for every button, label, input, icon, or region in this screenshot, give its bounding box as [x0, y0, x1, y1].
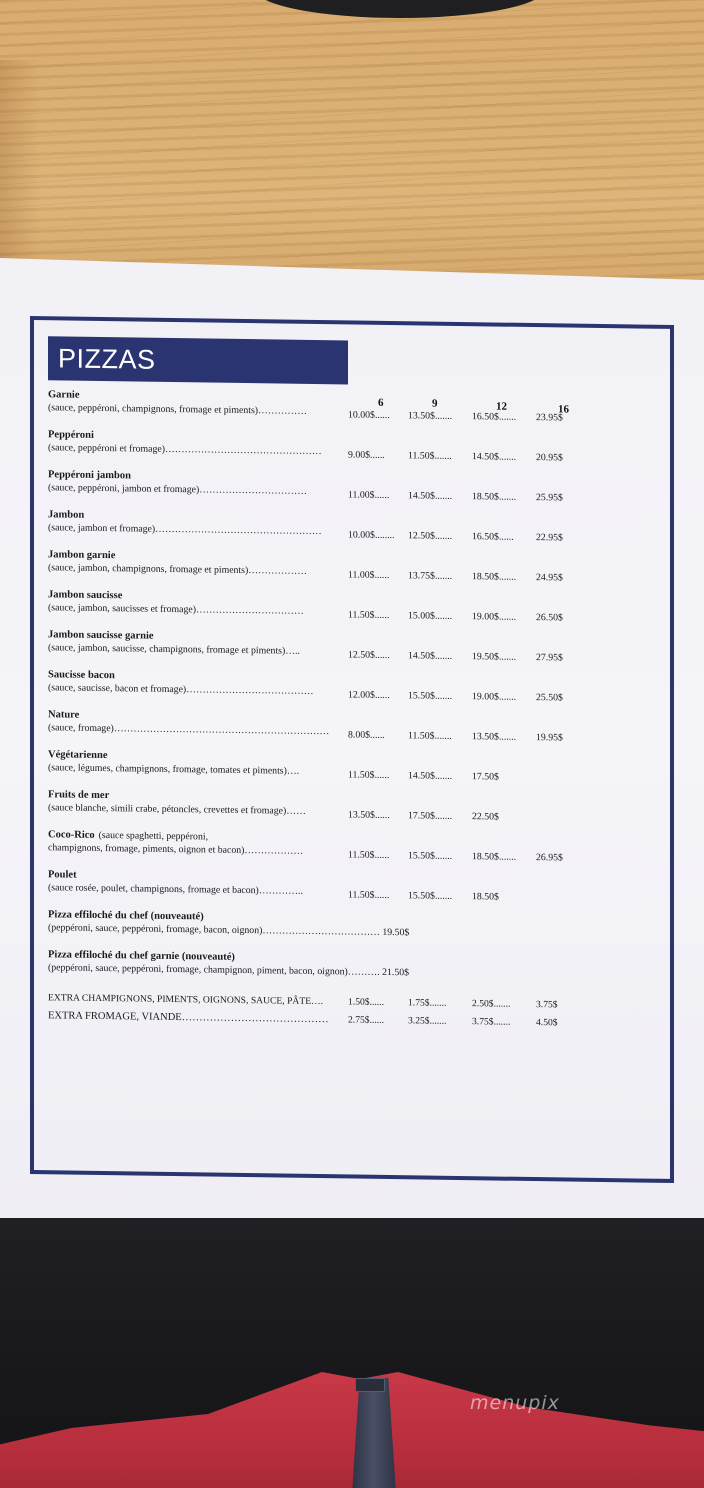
- extra-label: EXTRA CHAMPIGNONS, PIMENTS, OIGNONS, SAUCE, PÂTE….: [48, 992, 324, 1008]
- extra-price-size-16: 4.50$: [536, 1017, 558, 1029]
- item-price-size-12: 18.50$.......: [472, 851, 517, 863]
- item-price-size-6: 10.00$........: [348, 529, 395, 542]
- item-price-size-6: 11.50$......: [348, 849, 390, 862]
- item-description: (sauce, fromage)…………………………………………………………: [48, 722, 330, 738]
- item-description: (sauce rosée, poulet, champignons, fromage et bacon)…………..: [48, 882, 303, 897]
- item-price-size-6: 11.50$......: [348, 609, 390, 622]
- extras-list: [48, 992, 658, 1037]
- extra-price-size-12: 3.75$.......: [472, 1016, 511, 1028]
- item-name: Garnie: [48, 389, 80, 401]
- extra-price-size-6: 2.75$......: [348, 1014, 384, 1026]
- size-header-16: 16: [558, 403, 569, 416]
- item-price-size-6: 10.00$......: [348, 409, 390, 422]
- extra-price-size-9: 3.25$.......: [408, 1015, 447, 1027]
- item-price-size-6: 11.00$......: [348, 489, 390, 502]
- item-name: Poulet: [48, 869, 77, 881]
- item-price-size-12: 19.00$.......: [472, 691, 517, 703]
- item-price-size-12: 17.50$: [472, 771, 499, 783]
- item-name: Jambon saucisse garnie: [48, 629, 154, 642]
- item-description: (sauce blanche, simili crabe, pétoncles, crevettes et fromage)……: [48, 802, 306, 817]
- item-name: Peppéroni: [48, 429, 94, 441]
- item-price-size-9: 17.50$.......: [408, 810, 453, 822]
- item-description: (sauce, jambon, saucisse, champignons, fromage et piments)…..: [48, 642, 300, 657]
- item-name: Nature: [48, 709, 80, 721]
- item-name: Peppéroni jambon: [48, 469, 131, 482]
- item-price-size-12: 18.50$.......: [472, 571, 517, 583]
- item-price-size-9: 15.50$.......: [408, 850, 453, 862]
- item-description: (sauce, jambon, saucisses et fromage)……………………………: [48, 602, 304, 617]
- item-price-size-16: 23.95$: [536, 412, 563, 424]
- item-price-size-6: 8.00$......: [348, 729, 385, 741]
- item-price-size-9: 12.50$.......: [408, 530, 453, 542]
- item-description: (sauce, peppéroni et fromage)…………………………………………: [48, 442, 322, 458]
- item-description: (sauce, saucisse, bacon et fromage)…………………………………: [48, 682, 314, 697]
- item-price-size-12: 16.50$.......: [472, 411, 517, 423]
- item-description: (sauce, peppéroni, jambon et fromage)……………………………: [48, 482, 308, 497]
- item-name-extra: (sauce spaghetti, peppéroni,: [98, 829, 209, 843]
- item-price-size-9: 14.50$.......: [408, 650, 453, 662]
- item-name: Fruits de mer: [48, 789, 110, 802]
- menu-title: PIZZAS: [48, 336, 348, 384]
- item-name: Coco-Rico: [48, 829, 95, 841]
- item-price-size-16: 20.95$: [536, 452, 563, 464]
- item-price-size-16: 25.50$: [536, 692, 563, 704]
- table-shade: [0, 60, 40, 260]
- item-price-size-9: 13.50$.......: [408, 410, 453, 422]
- item-price-size-9: 11.50$.......: [408, 450, 452, 462]
- item-description: (sauce, légumes, champignons, fromage, tomates et piments)….: [48, 762, 300, 777]
- item-price-size-9: 15.50$.......: [408, 890, 453, 902]
- extra-label: EXTRA FROMAGE, VIANDE……………………………………: [48, 1010, 329, 1026]
- item-name: Végétarienne: [48, 749, 108, 762]
- item-price-size-6: 11.00$......: [348, 569, 390, 582]
- item-price-size-16: 26.95$: [536, 852, 563, 864]
- item-price-size-12: 22.50$: [472, 811, 499, 823]
- size-header-6: 6: [378, 396, 384, 409]
- size-header-9: 9: [432, 397, 438, 410]
- zipper-pull: [355, 1378, 385, 1392]
- item-price-size-12: 19.50$.......: [472, 651, 517, 663]
- extra-price-size-6: 1.50$......: [348, 996, 384, 1008]
- size-header-12: 12: [496, 400, 507, 413]
- item-price-size-9: 14.50$.......: [408, 770, 453, 782]
- item-price-size-6: 11.50$......: [348, 769, 390, 782]
- item-price-size-12: 16.50$......: [472, 531, 514, 543]
- menu-item: [48, 948, 658, 997]
- item-name: Saucisse bacon: [48, 669, 115, 682]
- extra-price-size-16: 3.75$: [536, 999, 558, 1011]
- extra-price-size-9: 1.75$.......: [408, 997, 447, 1009]
- extra-price-size-12: 2.50$.......: [472, 998, 511, 1010]
- item-name: Jambon garnie: [48, 549, 116, 562]
- item-name: Jambon saucisse: [48, 589, 123, 602]
- item-description: (peppéroni, sauce, peppéroni, fromage, bacon, oignon)……………………………… 19.50$: [48, 922, 410, 939]
- item-price-size-12: 18.50$.......: [472, 491, 517, 503]
- item-price-size-12: 14.50$.......: [472, 451, 517, 463]
- item-price-size-16: 25.95$: [536, 492, 563, 504]
- item-price-size-12: 18.50$: [472, 891, 499, 903]
- item-name: Jambon: [48, 509, 85, 521]
- item-price-size-6: 9.00$......: [348, 449, 385, 461]
- wooden-table: [0, 0, 704, 290]
- item-price-size-6: 12.50$......: [348, 649, 390, 662]
- item-price-size-9: 14.50$.......: [408, 490, 453, 502]
- item-name: Pizza effiloché du chef (nouveauté): [48, 909, 204, 923]
- pizza-list: [48, 388, 658, 997]
- item-price-size-16: 26.50$: [536, 612, 563, 624]
- item-description: (sauce, peppéroni, champignons, fromage et piments)……………: [48, 402, 308, 417]
- item-name: Pizza effiloché du chef garnie (nouveauté): [48, 949, 235, 963]
- item-price-size-16: 19.95$: [536, 732, 563, 744]
- item-price-size-12: 13.50$.......: [472, 731, 517, 743]
- item-description: (sauce, jambon, champignons, fromage et piments)………………: [48, 562, 308, 577]
- item-price-size-9: 15.50$.......: [408, 690, 453, 702]
- item-price-size-6: 13.50$......: [348, 809, 390, 822]
- item-price-size-9: 15.00$.......: [408, 610, 453, 622]
- item-price-size-16: 22.95$: [536, 532, 563, 544]
- watermark: menupix: [470, 1392, 560, 1414]
- item-description: (sauce, jambon et fromage)……………………………………………: [48, 522, 322, 538]
- item-description: champignons, fromage, piments, oignon et bacon)………………: [48, 842, 304, 857]
- menu-frame: [30, 316, 674, 1183]
- item-description: (peppéroni, sauce, peppéroni, fromage, champignon, piment, bacon, oignon)………. 21.50$: [48, 962, 410, 979]
- item-price-size-16: 24.95$: [536, 572, 563, 584]
- item-price-size-12: 19.00$.......: [472, 611, 517, 623]
- item-price-size-6: 11.50$......: [348, 889, 390, 902]
- item-price-size-16: 27.95$: [536, 652, 563, 664]
- item-price-size-6: 12.00$......: [348, 689, 390, 702]
- item-price-size-9: 13.75$.......: [408, 570, 453, 582]
- item-price-size-9: 11.50$.......: [408, 730, 452, 742]
